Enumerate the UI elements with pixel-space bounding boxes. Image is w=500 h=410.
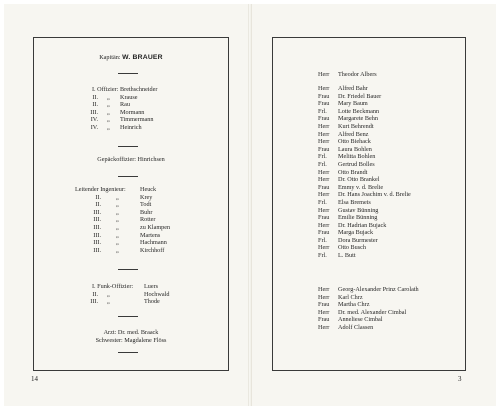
passenger-name: Georg-Alexander Prinz Carolath <box>338 286 419 293</box>
passenger-title: Herr <box>318 122 330 130</box>
crew-name: Brethschneider <box>120 86 158 93</box>
passenger-name: Melitta Bohlen <box>338 153 376 161</box>
passenger-title: Frau <box>318 100 330 108</box>
crew-rank: II. <box>92 93 98 101</box>
crew-name: Martens <box>140 231 161 239</box>
crew-name: Kirchhoff <box>140 246 165 254</box>
ditto-mark: „ <box>107 93 110 101</box>
passenger-name: Dr. Hans Joachim v. d. Brelie <box>338 191 411 199</box>
ditto-mark: „ <box>116 246 119 254</box>
crew-rank: III. <box>93 223 101 231</box>
section-divider <box>118 176 138 177</box>
passenger-name: Dr. Otto Brankel <box>338 176 380 184</box>
passenger-name: Anneliese Cimbal <box>338 316 383 324</box>
passenger-title: Frau <box>318 92 330 100</box>
nurse-line: Schwester: Magdalene Flöss <box>95 337 167 344</box>
crew-rank: III. <box>93 246 101 254</box>
crew-name: Thode <box>144 298 160 306</box>
crew-name: Luers <box>144 283 159 290</box>
crew-name: Todt <box>140 201 152 209</box>
crew-rank: I. Offizier: <box>92 86 119 93</box>
crew-name: Heinrich <box>120 123 142 131</box>
crew-rank: II. <box>92 101 98 109</box>
crew-name: Heuck <box>140 186 157 193</box>
passenger-name: Alfred Benz <box>338 130 369 138</box>
ditto-mark: „ <box>107 101 110 109</box>
crew-name: Rau <box>120 101 130 109</box>
crew-rank: II. <box>92 290 98 298</box>
crew-name: Mormann <box>120 108 145 116</box>
crew-name: Krey <box>140 193 153 201</box>
baggage-officer: Gepäckoffizier: Hinrichsen <box>97 156 165 163</box>
passenger-name: Theodor Albers <box>338 71 377 78</box>
passenger-name: Lotte Beckmann <box>338 107 380 115</box>
passenger-name: Otto Brandt <box>338 168 368 176</box>
passenger-title: Frau <box>318 316 330 324</box>
passenger-title: Herr <box>318 308 330 316</box>
passenger-title: Herr <box>318 130 330 138</box>
center-fold <box>248 4 252 406</box>
passenger-name: Otto Busch <box>338 244 367 252</box>
crew-rank: I. Funk-Offizier: <box>92 283 134 290</box>
passenger-title: Frau <box>318 214 330 222</box>
passenger-name: Emmy v. d. Brelie <box>338 183 384 191</box>
ditto-mark: „ <box>116 201 119 209</box>
passenger-title: Herr <box>318 168 330 176</box>
passenger-title: Herr <box>318 221 330 229</box>
page-number-left: 14 <box>31 375 38 383</box>
ditto-mark: „ <box>116 231 119 239</box>
crew-rank: II. <box>95 193 101 201</box>
passenger-name: Alfred Bahr <box>338 85 368 92</box>
captain-line <box>33 54 229 62</box>
passenger-title: Herr <box>318 71 330 78</box>
passenger-title: Frl. <box>318 236 327 244</box>
passenger-title: Frau <box>318 229 330 237</box>
passenger-title: Herr <box>318 286 330 293</box>
passenger-title: Frl. <box>318 252 327 260</box>
ditto-mark: „ <box>116 216 119 224</box>
passenger-title: Frl. <box>318 198 327 206</box>
crew-name: Hachmann <box>140 239 167 247</box>
passenger-name: Elsa Bremeis <box>338 198 371 206</box>
ditto-mark: „ <box>107 108 110 116</box>
passenger-title: Herr <box>318 176 330 184</box>
passenger-title: Herr <box>318 293 330 301</box>
ditto-mark: „ <box>116 193 119 201</box>
crew-rank: III. <box>90 108 98 116</box>
section-divider <box>118 316 138 317</box>
doctor-line: Arzt: Dr. med. Braack <box>103 329 159 336</box>
passenger-name: L. Butt <box>338 252 356 260</box>
crew-name: Rotter <box>140 216 156 224</box>
passenger-title: Herr <box>318 323 330 331</box>
crew-rank: IV. <box>90 116 98 124</box>
captain-prefix: Kapitän: <box>99 54 121 61</box>
ditto-mark: „ <box>116 239 119 247</box>
passenger-name: Gustav Bünning <box>338 206 379 214</box>
passenger-name: Margarete Behn <box>338 115 378 123</box>
passenger-name: Karl Chrz <box>338 293 363 301</box>
crew-rank: III. <box>93 216 101 224</box>
passenger-title: Herr <box>318 85 330 92</box>
passenger-title: Herr <box>318 206 330 214</box>
ditto-mark: „ <box>107 290 110 298</box>
passenger-name: Dr. Hadrian Bujack <box>338 221 387 229</box>
passenger-name: Kurt Behrendt <box>338 122 374 130</box>
passenger-name: Dora Burmester <box>338 236 378 244</box>
section-divider <box>118 352 138 353</box>
passenger-title: Frau <box>318 145 330 153</box>
passenger-name: Emilie Bünning <box>338 214 378 222</box>
ditto-mark: „ <box>107 116 110 124</box>
section-divider <box>118 269 138 270</box>
section-divider <box>118 146 138 147</box>
crew-name: zu Klampen <box>140 223 171 231</box>
passenger-title: Herr <box>318 244 330 252</box>
ditto-mark: „ <box>107 123 110 131</box>
ditto-mark: „ <box>107 298 110 306</box>
passenger-name: Laura Bohlen <box>338 145 372 153</box>
crew-name: Timmermann <box>120 116 154 124</box>
passenger-title: Frau <box>318 183 330 191</box>
passenger-title: Herr <box>318 138 330 146</box>
passenger-title: Herr <box>318 191 330 199</box>
crew-rank: III. <box>93 239 101 247</box>
crew-rank: III. <box>93 208 101 216</box>
passenger-title: Frl. <box>318 153 327 161</box>
crew-name: Buhr <box>140 208 153 216</box>
crew-rank: III. <box>93 231 101 239</box>
passenger-name: Dr. Friedel Bauer <box>338 92 382 100</box>
crew-rank: III. <box>90 298 98 306</box>
crew-name: Hochwald <box>144 290 170 298</box>
passenger-name: Mary Baum <box>338 100 368 108</box>
passenger-name: Otto Biehack <box>338 138 371 146</box>
passenger-name: Martha Chrz <box>338 301 370 309</box>
ditto-mark: „ <box>116 223 119 231</box>
section-divider <box>118 73 138 74</box>
passenger-name: Dr. med. Alexander Cimbal <box>338 308 407 316</box>
passenger-title: Frau <box>318 301 330 309</box>
ditto-mark: „ <box>116 208 119 216</box>
crew-rank: IV. <box>90 123 98 131</box>
crew-rank: Leitender Ingenieur: <box>75 186 126 193</box>
passenger-name: Adolf Classen <box>338 323 374 331</box>
passenger-title: Frl. <box>318 107 327 115</box>
passenger-name: Marga Bujack <box>338 229 374 237</box>
passenger-title: Frau <box>318 115 330 123</box>
passenger-title: Frl. <box>318 160 327 168</box>
page-number-right: 3 <box>458 375 462 383</box>
crew-rank: II. <box>95 201 101 209</box>
passenger-name: Gertrud Bolles <box>338 160 375 168</box>
captain-name: W. BRAUER <box>122 54 163 61</box>
crew-name: Krause <box>120 93 138 101</box>
